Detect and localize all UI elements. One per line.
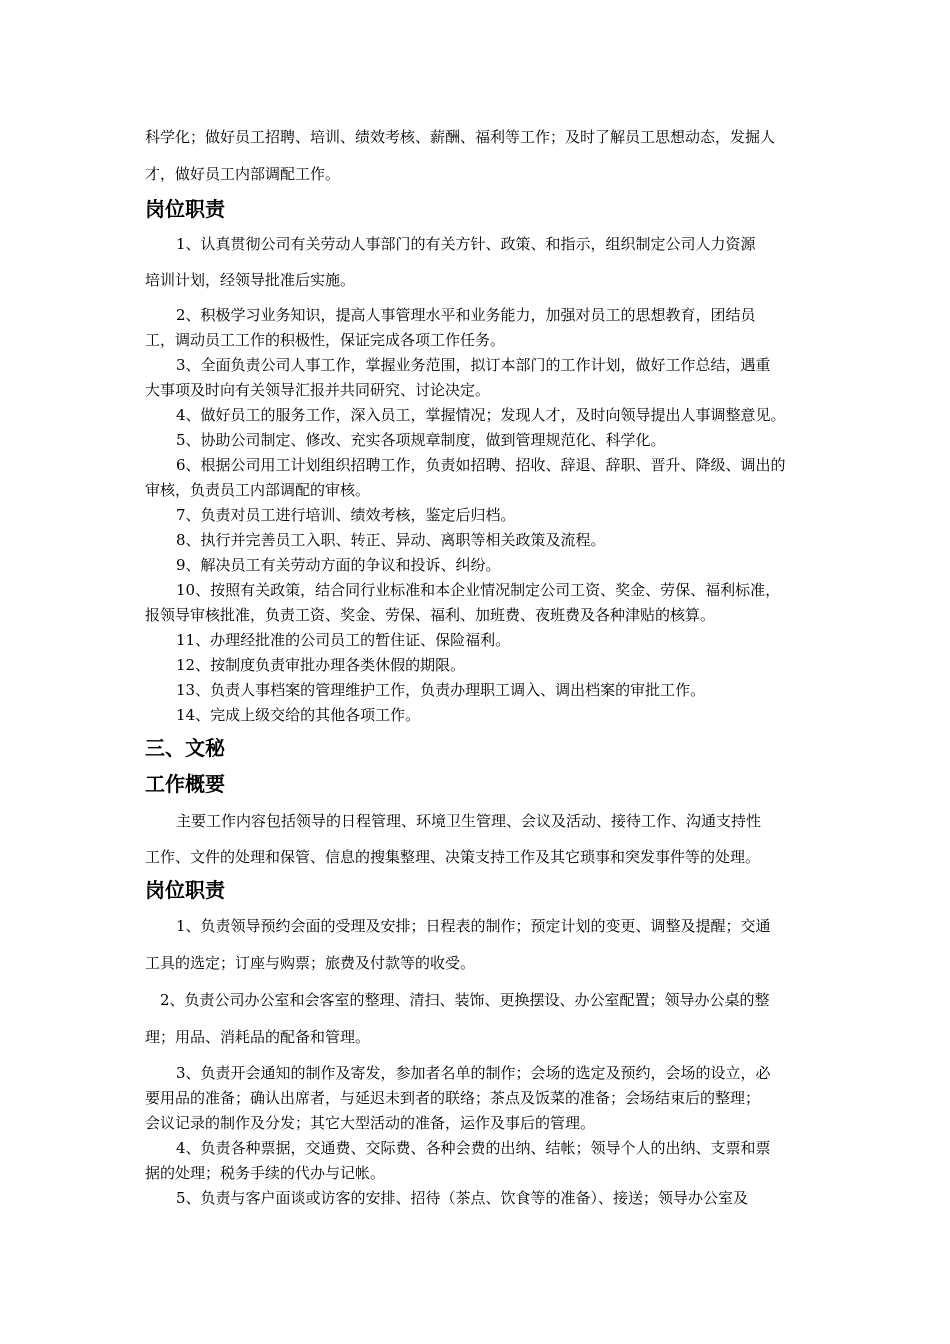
secretary-overview-line: 工作、文件的处理和保管、信息的搜集整理、决策支持工作及其它琐事和突发事件等的处理。 bbox=[145, 848, 761, 866]
hr-duty-line: 10、按照有关政策，结合同行业标准和本企业情况制定公司工资、奖金、劳保、福利标准， bbox=[176, 581, 781, 599]
secretary-duty-line: 工具的选定；订座与购票；旅费及付款等的收受。 bbox=[145, 954, 476, 972]
hr-duty-line: 8、执行并完善员工入职、转正、异动、离职等相关政策及流程。 bbox=[176, 531, 606, 549]
hr-duties-heading: 岗位职责 bbox=[145, 197, 225, 221]
hr-duty-line: 培训计划，经领导批准后实施。 bbox=[145, 271, 356, 289]
hr-duty-line: 7、负责对员工进行培训、绩效考核，鉴定后归档。 bbox=[176, 506, 516, 524]
hr-duty-line: 11、办理经批准的公司员工的暂住证、保险福利。 bbox=[176, 631, 511, 649]
intro-line-2: 才，做好员工内部调配工作。 bbox=[145, 165, 341, 183]
secretary-section-title: 三、文秘 bbox=[145, 736, 225, 760]
hr-duty-line: 4、做好员工的服务工作，深入员工，掌握情况；发现人才，及时向领导提出人事调整意见。 bbox=[176, 406, 786, 424]
secretary-duties-heading: 岗位职责 bbox=[145, 878, 225, 902]
hr-duty-line: 13、负责人事档案的管理维护工作，负责办理职工调入、调出档案的审批工作。 bbox=[176, 681, 706, 699]
hr-duty-line: 3、全面负责公司人事工作，掌握业务范围，拟订本部门的工作计划，做好工作总结，遇重 bbox=[176, 356, 771, 374]
secretary-duty-line: 2、负责公司办公室和会客室的整理、清扫、装饰、更换摆设、办公室配置；领导办公桌的整 bbox=[160, 991, 770, 1009]
secretary-duty-line: 理；用品、消耗品的配备和管理。 bbox=[145, 1028, 371, 1046]
hr-duty-line: 2、积极学习业务知识，提高人事管理水平和业务能力，加强对员工的思想教育，团结员 bbox=[176, 306, 756, 324]
hr-duty-line: 14、完成上级交给的其他各项工作。 bbox=[176, 706, 421, 724]
intro-line-1: 科学化；做好员工招聘、培训、绩效考核、薪酬、福利等工作；及时了解员工思想动态，发掘人 bbox=[145, 128, 776, 146]
hr-duty-line: 5、协助公司制定、修改、充实各项规章制度，做到管理规范化、科学化。 bbox=[176, 431, 666, 449]
secretary-duty-line: 据的处理；税务手续的代办与记帐。 bbox=[145, 1164, 386, 1182]
secretary-duty-line: 3、负责开会通知的制作及寄发，参加者名单的制作；会场的选定及预约，会场的设立，必 bbox=[176, 1064, 771, 1082]
secretary-duty-line: 5、负责与客户面谈或访客的安排、招待（茶点、饮食等的准备）、接送；领导办公室及 bbox=[176, 1189, 749, 1207]
secretary-duty-line: 1、负责领导预约会面的受理及安排；日程表的制作；预定计划的变更、调整及提醒；交通 bbox=[176, 917, 771, 935]
hr-duty-line: 报领导审核批准，负责工资、奖金、劳保、福利、加班费、夜班费及各种津贴的核算。 bbox=[145, 606, 716, 624]
secretary-duty-line: 会议记录的制作及分发；其它大型活动的准备，运作及事后的管理。 bbox=[145, 1114, 596, 1132]
secretary-overview-heading: 工作概要 bbox=[145, 772, 225, 796]
secretary-duty-line: 4、负责各种票据，交通费、交际费、各种会费的出纳、结帐；领导个人的出纳、支票和票 bbox=[176, 1139, 771, 1157]
hr-duty-line: 工，调动员工工作的积极性，保证完成各项工作任务。 bbox=[145, 331, 506, 349]
hr-duty-line: 12、按制度负责审批办理各类休假的期限。 bbox=[176, 656, 466, 674]
secretary-overview-line: 主要工作内容包括领导的日程管理、环境卫生管理、会议及活动、接待工作、沟通支持性 bbox=[176, 812, 762, 830]
hr-duty-line: 大事项及时向有关领导汇报并共同研究、讨论决定。 bbox=[145, 381, 491, 399]
secretary-duty-line: 要用品的准备；确认出席者，与延迟未到者的联络；茶点及饭菜的准备；会场结束后的整理； bbox=[145, 1089, 761, 1107]
hr-duty-line: 审核，负责员工内部调配的审核。 bbox=[145, 481, 371, 499]
hr-duty-line: 6、根据公司用工计划组织招聘工作，负责如招聘、招收、辞退、辞职、晋升、降级、调出的 bbox=[176, 456, 786, 474]
hr-duty-line: 1、认真贯彻公司有关劳动人事部门的有关方针、政策、和指示，组织制定公司人力资源 bbox=[176, 235, 756, 253]
hr-duty-line: 9、解决员工有关劳动方面的争议和投诉、纠纷。 bbox=[176, 556, 501, 574]
